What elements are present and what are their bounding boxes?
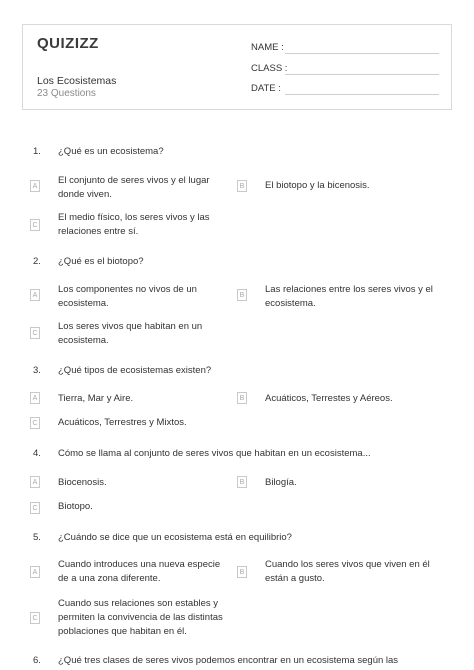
question-number: 5. [33,532,41,543]
option-c-box[interactable]: C [30,219,40,231]
option-c-text: Los seres vivos que habitan en un ecosistema. [58,321,203,346]
option-a-box[interactable]: A [30,392,40,404]
question-number: 3. [33,365,41,376]
name-field[interactable] [285,53,439,54]
question-number: 6. [33,655,41,666]
worksheet-title: Los Ecosistemas [37,75,117,87]
option-a-box[interactable]: A [30,180,40,192]
option-c-text: El medio físico, los seres vivos y las relaciones entre sí. [58,212,210,237]
question-count: 23 Questions [37,88,96,99]
option-b-text: El biotopo y la bicenosis. [265,180,370,191]
option-c-box[interactable]: C [30,327,40,339]
name-label: NAME : [251,42,284,53]
option-b-box[interactable]: B [237,180,247,192]
question-number: 4. [33,448,41,459]
option-b-box[interactable]: B [237,476,247,488]
date-label: DATE : [251,83,281,94]
option-b-text: Acuáticos, Terrestes y Aéreos. [265,393,393,404]
class-field[interactable] [285,74,439,75]
quizizz-logo: QUIZIZZ [37,35,99,52]
question-number: 1. [33,146,41,157]
question-text: ¿Cuándo se dice que un ecosistema está en equilibrio? [58,532,292,543]
option-c-text: Biotopo. [58,501,93,512]
option-a-text: Tierra, Mar y Aire. [58,393,134,404]
option-a-text: Los componentes no vivos de un ecosistema. [58,284,197,309]
option-b-text: Cuando los seres vivos que viven en él están a gusto. [265,559,430,584]
question-text: ¿Qué es el biotopo? [58,256,144,267]
question-text: ¿Qué es un ecosistema? [58,146,164,157]
question-text: ¿Qué tipos de ecosistemas existen? [58,365,212,376]
class-label: CLASS : [251,63,288,74]
question-text: ¿Qué tres clases de seres vivos podemos encontrar en un ecosistema según las [58,655,399,666]
option-c-box[interactable]: C [30,417,40,429]
option-c-text: Cuando sus relaciones son estables y permiten la convivencia de las distintas poblaciones que habitan en él. [58,598,223,637]
option-b-text: Bilogía. [265,477,297,488]
option-c-text: Acuáticos, Terrestres y Mixtos. [58,417,187,428]
option-a-text: Biocenosis. [58,477,107,488]
worksheet-header [22,24,452,110]
option-b-box[interactable]: B [237,289,247,301]
option-a-text: El conjunto de seres vivos y el lugar donde viven. [58,175,210,200]
option-a-text: Cuando introduces una nueva especie de a una zona diferente. [58,559,221,584]
option-a-box[interactable]: A [30,566,40,578]
option-c-box[interactable]: C [30,612,40,624]
option-a-box[interactable]: A [30,289,40,301]
option-c-box[interactable]: C [30,502,40,514]
option-a-box[interactable]: A [30,476,40,488]
option-b-box[interactable]: B [237,566,247,578]
option-b-box[interactable]: B [237,392,247,404]
question-text: Cómo se llama al conjunto de seres vivos que habitan en un ecosistema... [58,448,371,459]
option-b-text: Las relaciones entre los seres vivos y el ecosistema. [265,284,433,309]
date-field[interactable] [285,94,439,95]
question-number: 2. [33,256,41,267]
